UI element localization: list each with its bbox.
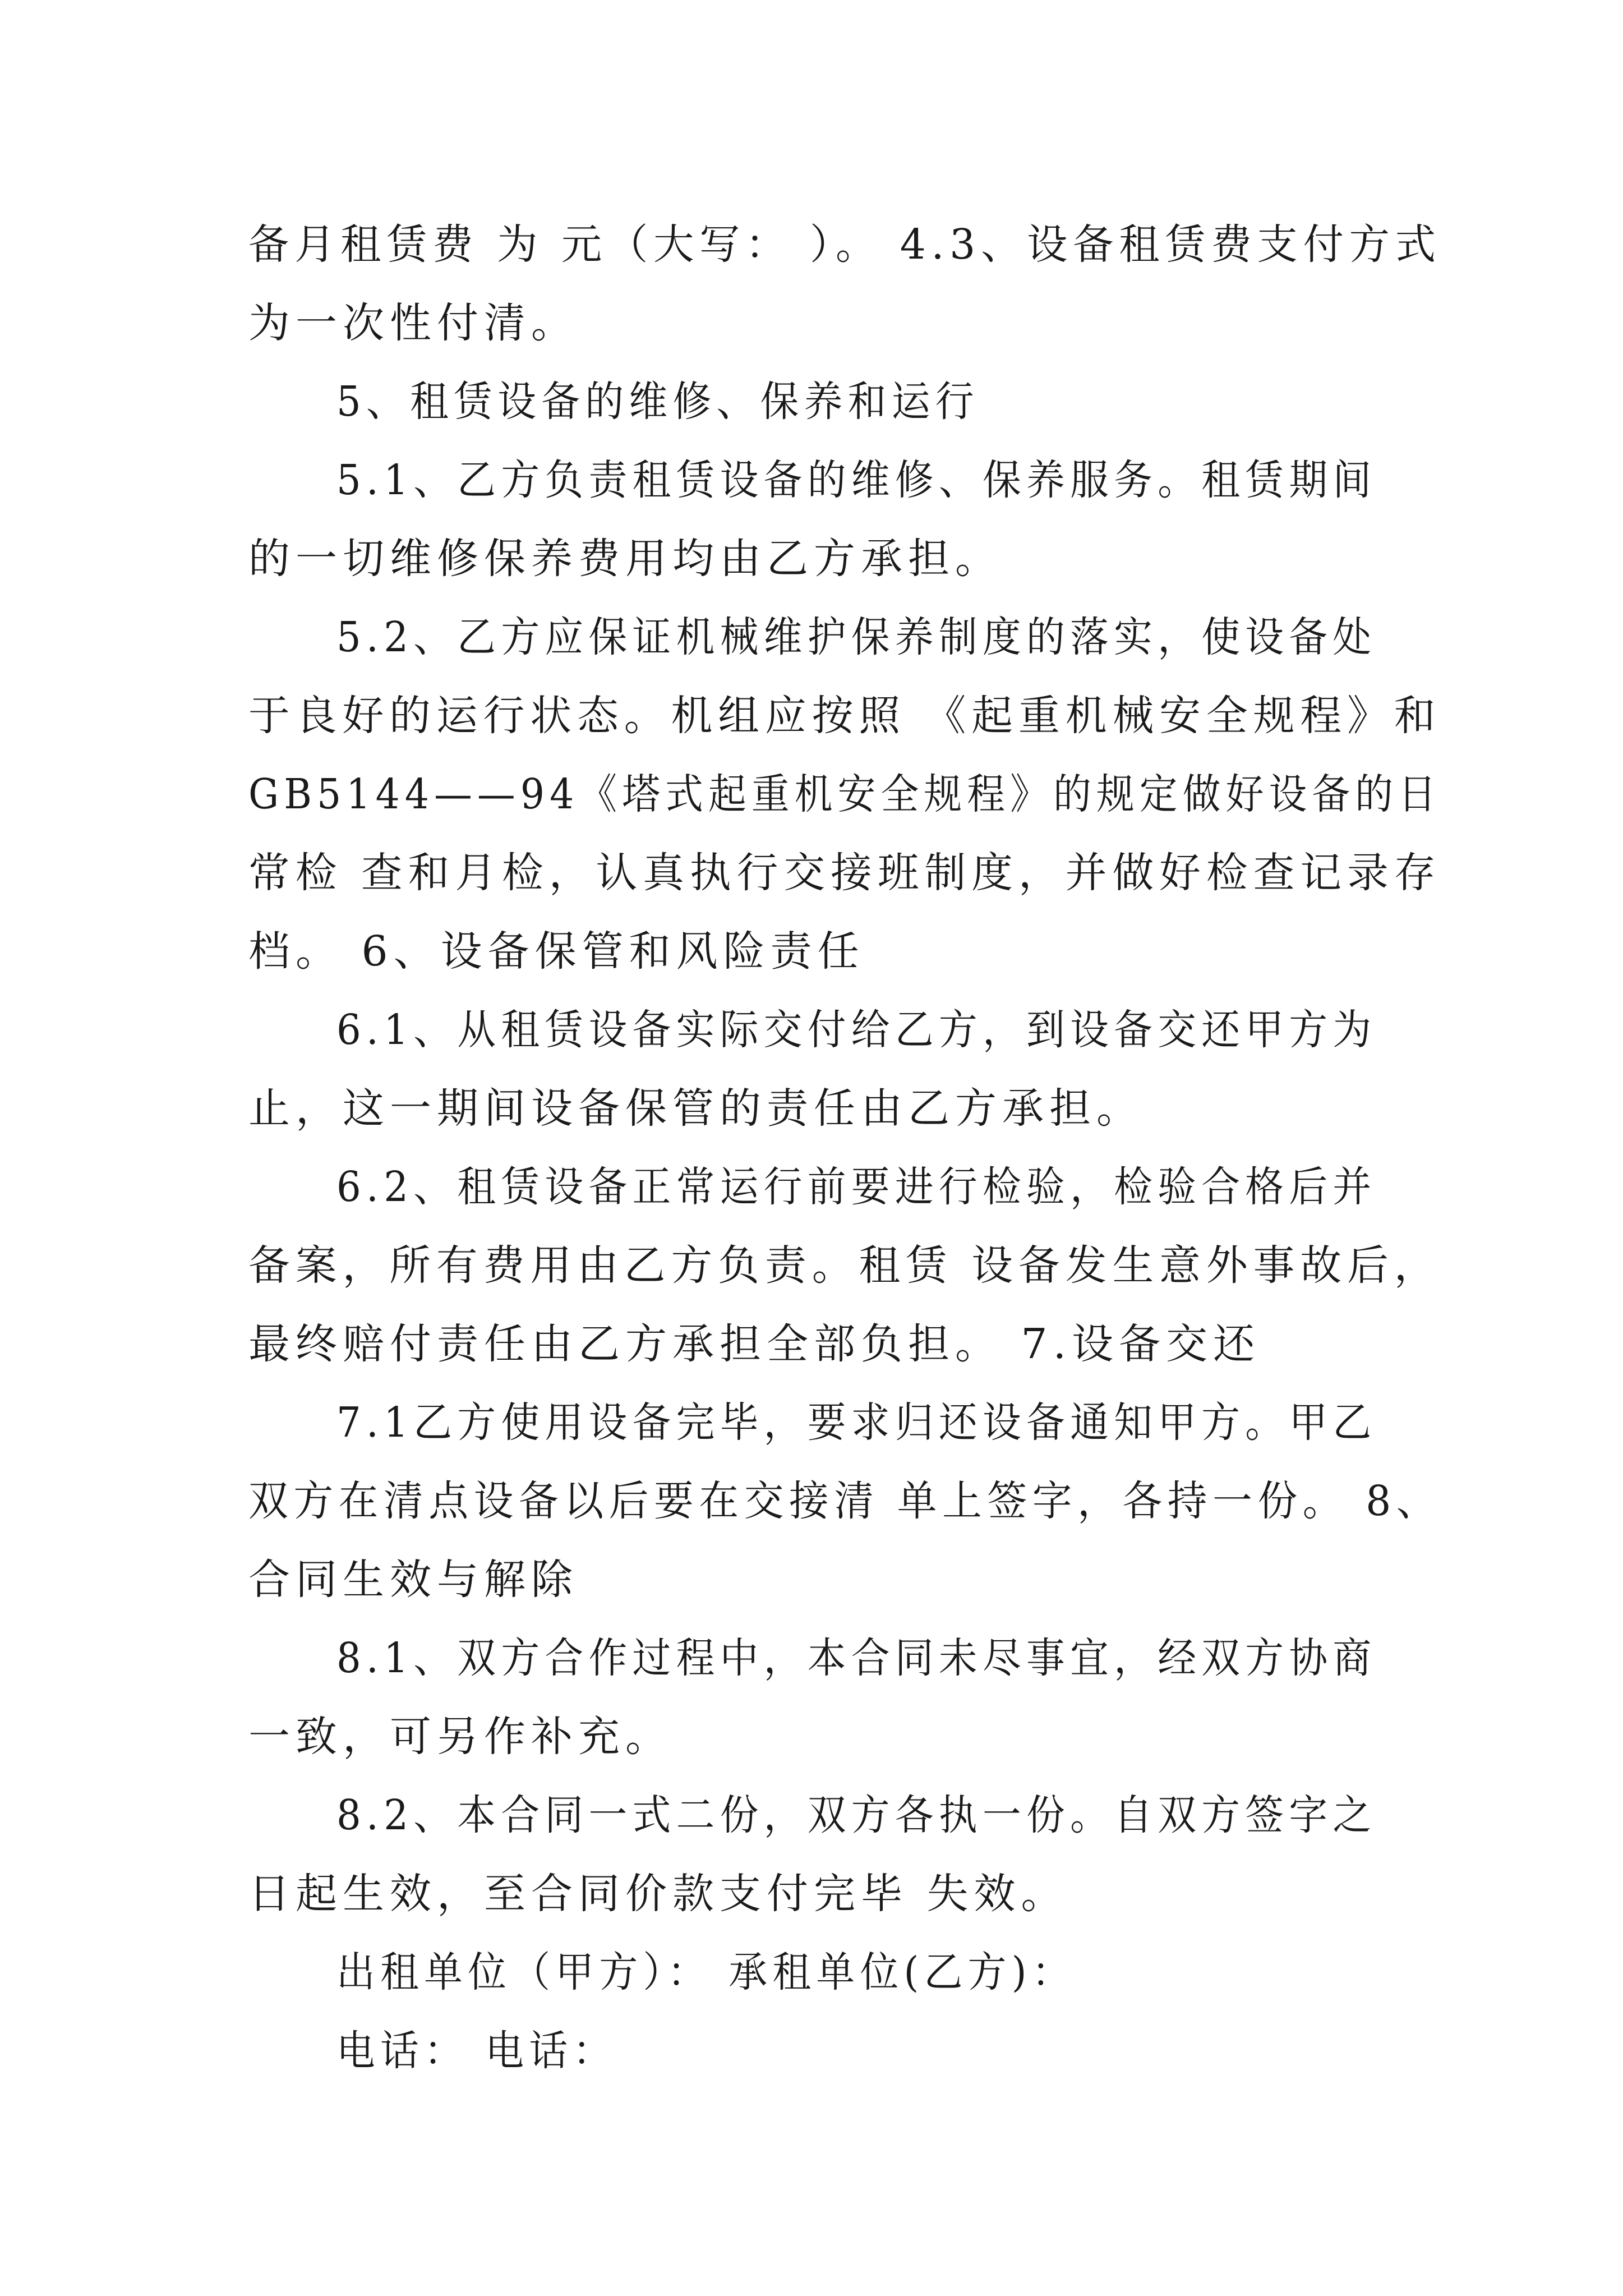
text-line: 7.1乙方使用设备完毕，要求归还设备通知甲方。甲乙 bbox=[336, 1398, 1377, 1447]
text-line: 备月租赁费 为 元（大写： ）。 4.3、设备租赁费支付方式 bbox=[248, 220, 1441, 269]
text-line: 合同生效与解除 bbox=[248, 1556, 578, 1604]
text-line: 6.1、从租赁设备实际交付给乙方，到设备交还甲方为 bbox=[336, 1006, 1377, 1054]
text-line: 5、租赁设备的维修、保养和运行 bbox=[336, 378, 979, 426]
text-line: 最终赔付责任由乙方承担全部负担。 7.设备交还 bbox=[248, 1320, 1261, 1368]
text-line: 6.2、租赁设备正常运行前要进行检验，检验合格后并 bbox=[336, 1163, 1377, 1211]
text-line: 8.1、双方合作过程中，本合同未尽事宜，经双方协商 bbox=[336, 1634, 1377, 1682]
text-line: 于良好的运行状态。机组应按照 《起重机械安全规程》和 bbox=[248, 692, 1441, 740]
text-line: 为一次性付清。 bbox=[248, 299, 578, 347]
text-line: 备案，所有费用由乙方负责。租赁 设备发生意外事故后， bbox=[248, 1241, 1441, 1290]
text-line: 止，这一期间设备保管的责任由乙方承担。 bbox=[248, 1084, 1144, 1133]
text-line: GB5144——94《塔式起重机安全规程》的规定做好设备的日 bbox=[248, 770, 1441, 818]
text-line: 8.2、本合同一式二份，双方各执一份。自双方签字之 bbox=[336, 1791, 1377, 1839]
text-line: 常检 查和月检，认真执行交接班制度，并做好检查记录存 bbox=[248, 849, 1441, 897]
text-line: 一致，可另作补充。 bbox=[248, 1713, 672, 1761]
text-line: 5.1、乙方负责租赁设备的维修、保养服务。租赁期间 bbox=[336, 456, 1377, 504]
text-line: 5.2、乙方应保证机械维护保养制度的落实，使设备处 bbox=[336, 613, 1377, 661]
text-line: 电话： 电话： bbox=[336, 2027, 617, 2075]
text-line: 出租单位（甲方）： 承租单位(乙方)： bbox=[336, 1948, 1076, 1996]
text-line: 双方在清点设备以后要在交接清 单上签字，各持一份。 8、 bbox=[248, 1477, 1442, 1525]
text-line: 档。 6、设备保管和风险责任 bbox=[248, 927, 865, 976]
text-line: 日起生效，至合同价款支付完毕 失效。 bbox=[248, 1870, 1068, 1918]
text-line: 的一切维修保养费用均由乙方承担。 bbox=[248, 535, 1002, 583]
